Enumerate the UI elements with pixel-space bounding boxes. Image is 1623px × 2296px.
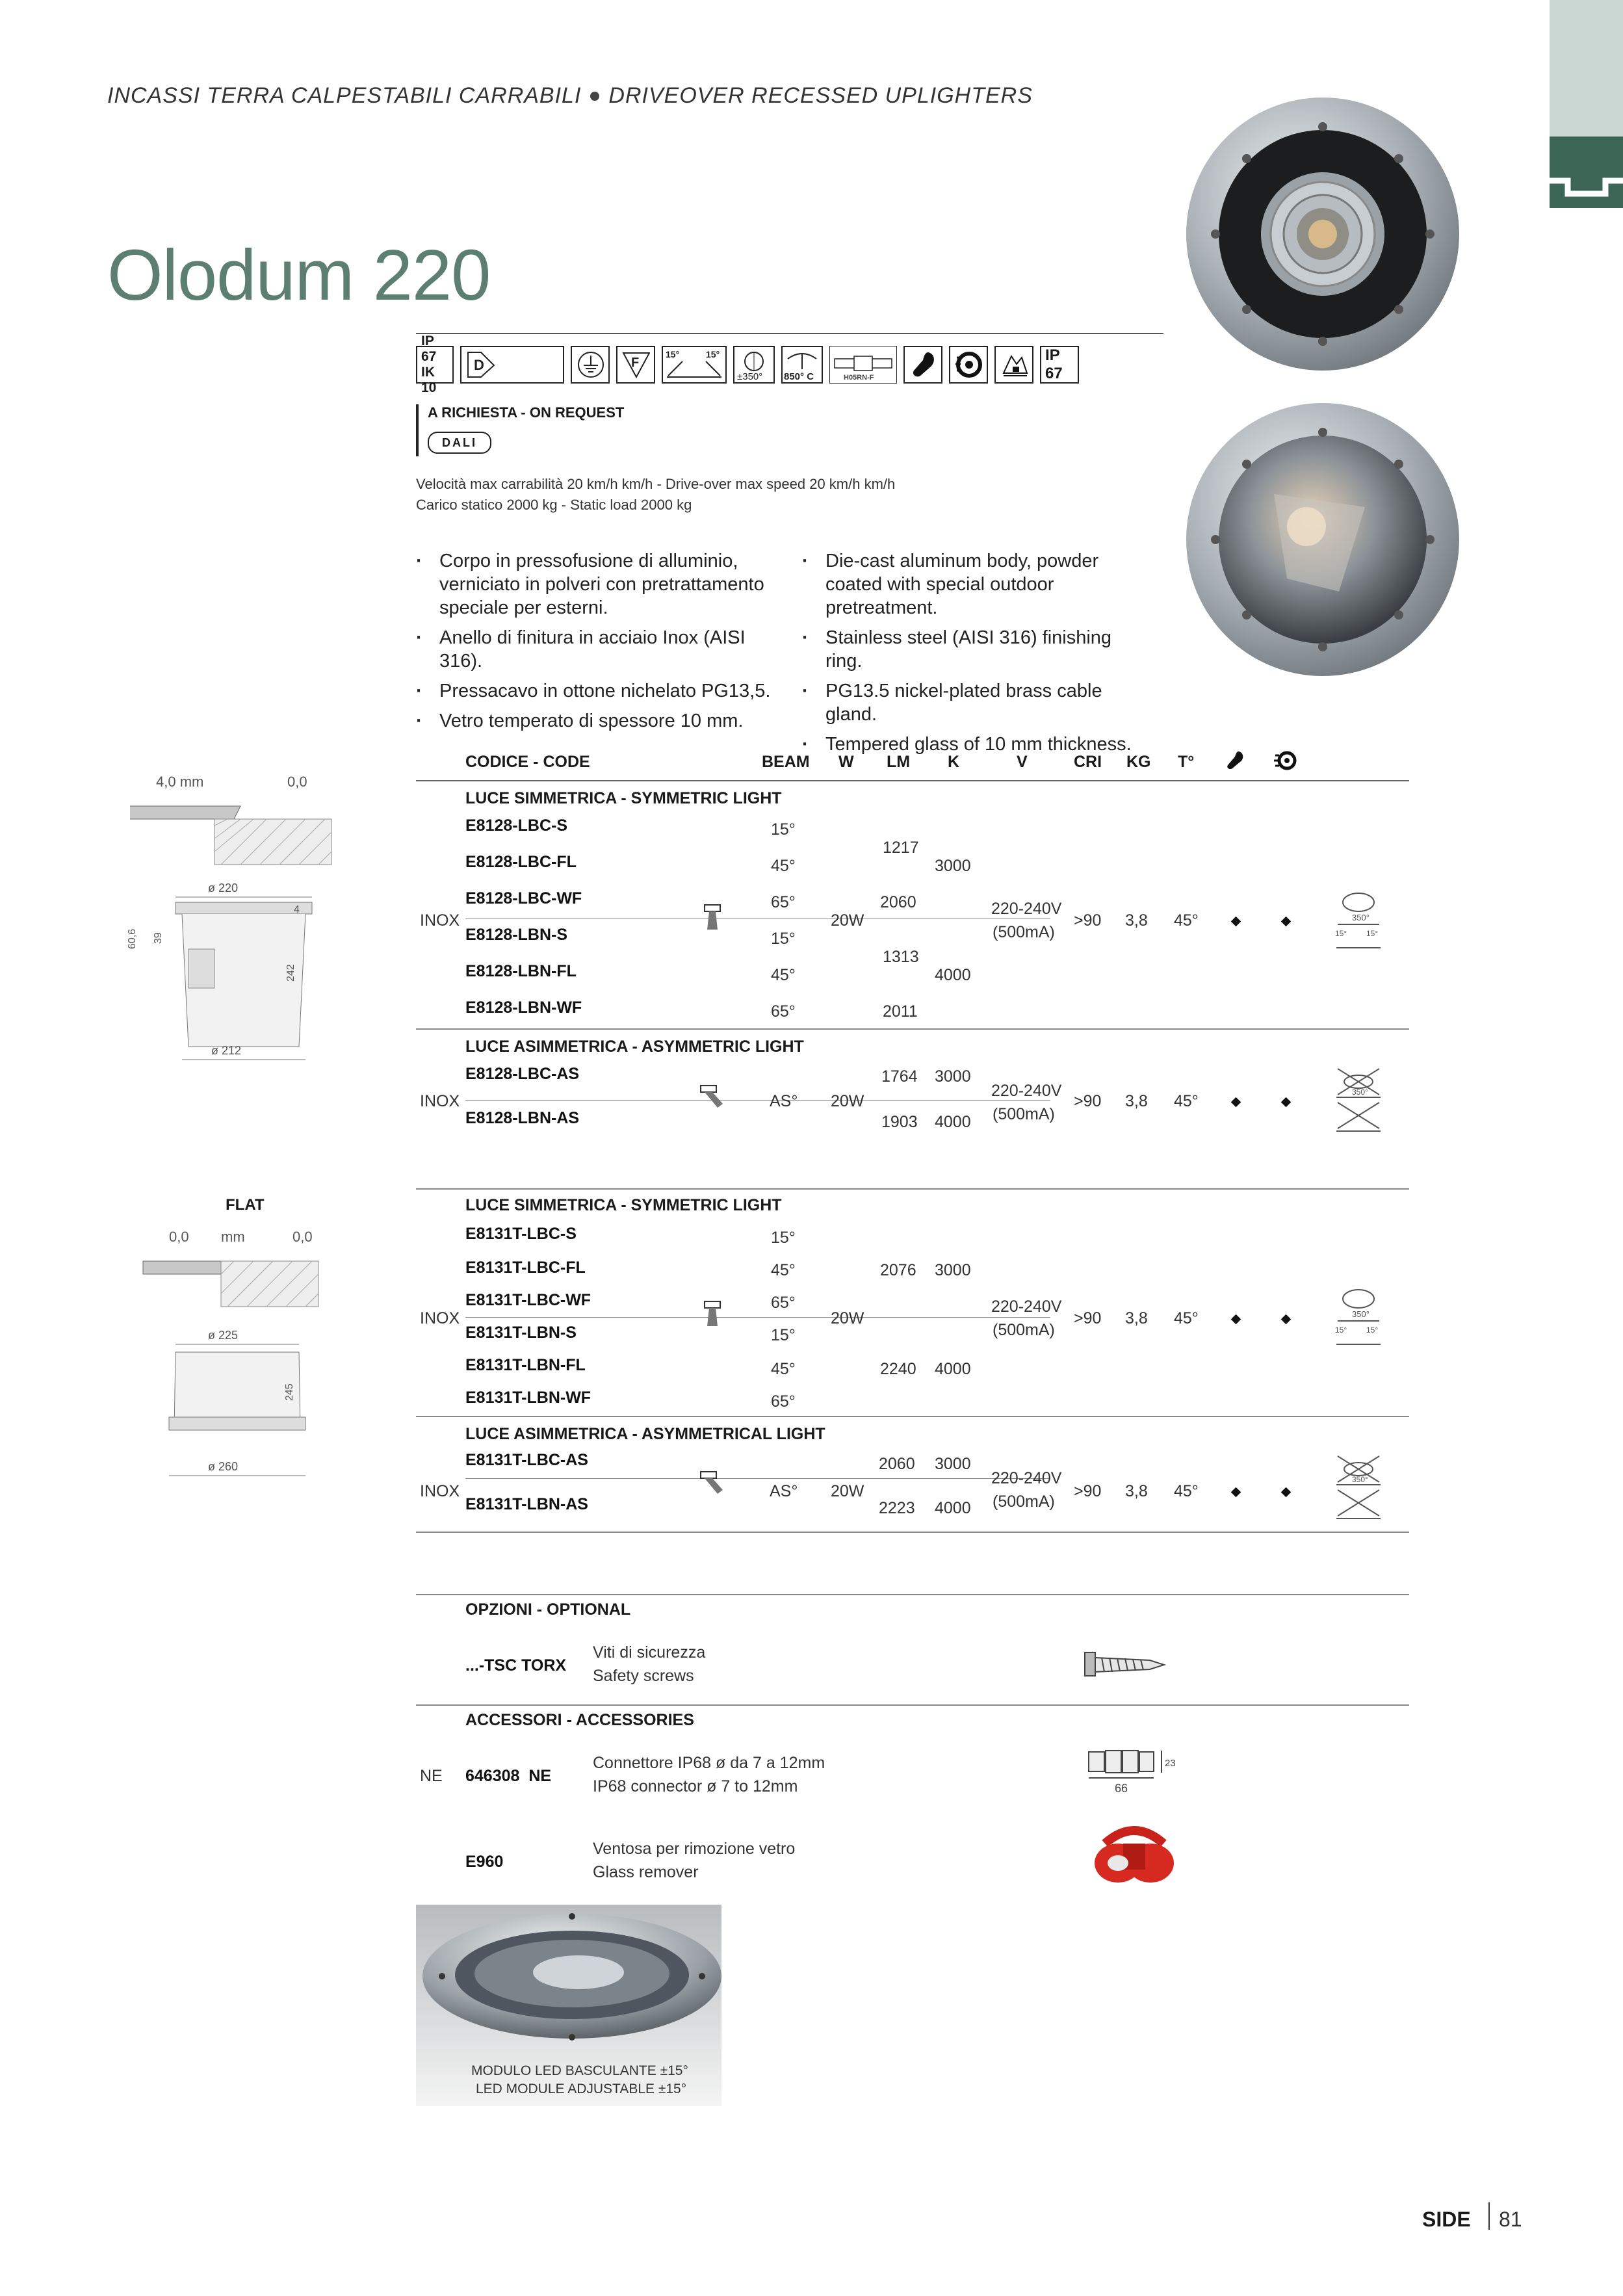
- sym-rotation-label: 350°: [1352, 913, 1370, 922]
- feature-it-item: · Vetro temperato di spessore 10 mm.: [416, 709, 780, 733]
- sidebar-color-block: [1550, 0, 1623, 137]
- optional-code: ...-TSC TORX: [465, 1656, 567, 1675]
- ip-ik-badge: [416, 333, 454, 395]
- product-code: E8128-LBN-S: [465, 926, 567, 944]
- beam-value: 65°: [771, 1002, 796, 1021]
- symmetric-adjust-icon: [1332, 1281, 1384, 1352]
- row-divider: [465, 1317, 1050, 1318]
- drawing1-diameter-top: ø 220: [208, 881, 239, 894]
- product-code: E8128-LBC-S: [465, 816, 567, 835]
- feature-it-item: · Anello di finitura in acciaio Inox (AISI 316).: [416, 626, 780, 673]
- class-f-icon: [616, 346, 655, 384]
- rotation-label: ±350°: [737, 371, 763, 382]
- module-caption-it: MODULO LED BASCULANTE ±15°: [471, 2063, 688, 2078]
- section1-asym-title: LUCE ASIMMETRICA - ASYMMETRIC LIGHT: [465, 1037, 804, 1056]
- sym-tilt-left: 15°: [1335, 1325, 1347, 1335]
- walkover-col-icon: [1225, 749, 1245, 772]
- product-code: E8128-LBN-AS: [465, 1109, 580, 1127]
- beam-value: AS°: [770, 1482, 798, 1500]
- weight-value: 3,8: [1125, 911, 1148, 930]
- symmetric-beam-icon: [703, 904, 723, 932]
- feature-en-item: · Die-cast aluminum body, powder coated with special outdoor pretreatment.: [802, 549, 1153, 620]
- on-request-bar: [416, 404, 419, 456]
- on-request-label: A RICHIESTA - ON REQUEST: [428, 404, 625, 421]
- driveover-marker: [1281, 1097, 1292, 1108]
- drawing1-diameter-bottom: ø 212: [211, 1044, 242, 1057]
- product-code: E8131T-LBC-AS: [465, 1451, 588, 1469]
- material-label: INOX: [420, 1309, 460, 1327]
- product-code: E8131T-LBC-S: [465, 1225, 577, 1243]
- temp-value: 45°: [1174, 1092, 1199, 1110]
- accessory-material: NE: [420, 1767, 443, 1785]
- page-title: Olodum 220: [107, 235, 491, 315]
- product-code: E8131T-LBN-S: [465, 1324, 577, 1342]
- col-code: CODICE - CODE: [465, 753, 590, 771]
- product-code: E8128-LBC-WF: [465, 889, 582, 907]
- wattage: 20W: [831, 1309, 864, 1327]
- suction-cup-icon: [1085, 1818, 1183, 1896]
- voltage: 220-240V: [991, 1469, 1062, 1487]
- drawing2-mm: mm: [221, 1229, 245, 1245]
- section-divider: [416, 1416, 1409, 1417]
- cable-icon: [829, 346, 897, 384]
- beam-value: 45°: [771, 1261, 796, 1279]
- material-label: INOX: [420, 1482, 460, 1500]
- kelvin-value: 3000: [935, 1261, 971, 1279]
- asymmetric-beam-icon: [699, 1470, 728, 1499]
- kelvin-value: 4000: [935, 1499, 971, 1517]
- breadcrumb-it: INCASSI TERRA CALPESTABILI CARRABILI: [107, 83, 582, 108]
- product-code: E8131T-LBC-FL: [465, 1259, 586, 1277]
- module-caption-en: LED MODULE ADJUSTABLE ±15°: [476, 2081, 687, 2096]
- beam-value: 15°: [771, 1229, 796, 1247]
- section1-sym-title: LUCE SIMMETRICA - SYMMETRIC LIGHT: [465, 789, 782, 807]
- drawing1-top-left: 4,0 mm: [156, 774, 204, 790]
- breadcrumb-en: DRIVEOVER RECESSED UPLIGHTERS: [608, 83, 1033, 108]
- tilt-left-label: 15°: [666, 349, 680, 359]
- product-code: E8128-LBC-FL: [465, 853, 577, 871]
- beam-value: 45°: [771, 1360, 796, 1378]
- accessory-desc-en: IP68 connector ø 7 to 12mm: [593, 1777, 798, 1795]
- product-code: E8128-LBN-FL: [465, 962, 577, 980]
- accessory-code-suffix: NE: [528, 1767, 552, 1785]
- material-label: INOX: [420, 1092, 460, 1110]
- product-code: E8128-LBC-AS: [465, 1065, 580, 1083]
- asymmetric-beam-icon: [699, 1084, 728, 1113]
- tilt-icon: [662, 346, 727, 384]
- dali-logo: DALI: [428, 432, 491, 454]
- screw-icon: [1082, 1649, 1167, 1681]
- feature-en-item: · Stainless steel (AISI 316) finishing ring.: [802, 626, 1153, 673]
- feature-it-item: · Corpo in pressofusione di alluminio, verniciato in polveri con pretrattamento speciale per esterni.: [416, 549, 780, 620]
- row-divider: [465, 1100, 1050, 1101]
- rotation-icon: [733, 346, 775, 384]
- temp-value: 45°: [1174, 1309, 1199, 1327]
- wattage: 20W: [831, 1092, 864, 1110]
- ik-label: IK 10: [421, 365, 437, 395]
- lumen-value: 1903: [881, 1113, 918, 1131]
- wattage: 20W: [831, 911, 864, 930]
- lumen-value: 1764: [881, 1067, 918, 1086]
- cri-value: >90: [1074, 1309, 1102, 1327]
- spec-load: Carico statico 2000 kg - Static load 2000 kg: [416, 497, 692, 513]
- drawing2-diameter-bottom: ø 260: [208, 1460, 239, 1473]
- product-photo-top: [1176, 91, 1469, 377]
- row-divider: [465, 1478, 1050, 1479]
- section-divider: [416, 1188, 1409, 1190]
- current: (500mA): [993, 1321, 1055, 1339]
- sym-rotation-label: 350°: [1352, 1309, 1370, 1319]
- col-kg: KG: [1126, 753, 1151, 771]
- lumen-value: 2240: [880, 1360, 916, 1378]
- current: (500mA): [993, 923, 1055, 941]
- tilt-right-label: 15°: [706, 349, 720, 359]
- drawing2-height: 245: [284, 1383, 295, 1401]
- optional-desc-it: Viti di sicurezza: [593, 1643, 706, 1662]
- asymmetric-adjust-icon: [1332, 1066, 1384, 1138]
- driveover-col-icon: [1274, 749, 1297, 772]
- weight-value: 3,8: [1125, 1482, 1148, 1500]
- product-code: E8128-LBN-WF: [465, 998, 582, 1017]
- lumen-value: 2076: [880, 1261, 916, 1279]
- spec-speed: Velocità max carrabilità 20 km/h km/h - Drive-over max speed 20 km/h km/h: [416, 476, 896, 492]
- sym-tilt-right: 15°: [1366, 929, 1379, 938]
- lumen-value: 2011: [883, 1002, 918, 1021]
- symmetric-beam-icon: [703, 1300, 723, 1329]
- weight-value: 3,8: [1125, 1092, 1148, 1110]
- beam-value: 65°: [771, 1294, 796, 1312]
- drawing2-top-left: 0,0: [169, 1229, 189, 1245]
- bullet-dot: [590, 92, 599, 101]
- driveover-marker: [1281, 1487, 1292, 1498]
- col-v: V: [1017, 753, 1028, 771]
- lumen-value: 2223: [879, 1499, 915, 1517]
- load-icon: [994, 346, 1033, 384]
- page-number: 81: [1499, 2208, 1522, 2231]
- beam-value: 15°: [771, 1326, 796, 1344]
- footer-brand: SIDE: [1422, 2208, 1471, 2231]
- connector-icon: [1082, 1745, 1186, 1797]
- drawing2-top-right: 0,0: [292, 1229, 313, 1245]
- kelvin-value: 4000: [935, 966, 971, 984]
- feature-en-item: · PG13.5 nickel-plated brass cable gland.: [802, 679, 1153, 726]
- table-header-rule: [416, 780, 1409, 781]
- kelvin-value: 4000: [935, 1113, 971, 1131]
- connector-length: 66: [1115, 1782, 1128, 1795]
- section2-sym-title: LUCE SIMMETRICA - SYMMETRIC LIGHT: [465, 1196, 782, 1214]
- feature-it-item: · Pressacavo in ottone nichelato PG13,5.: [416, 679, 780, 703]
- walkover-marker: [1231, 917, 1241, 927]
- col-k: K: [948, 753, 960, 771]
- asymmetric-adjust-icon: [1332, 1454, 1384, 1525]
- cable-label: H05RN-F: [844, 374, 874, 382]
- product-code: E8131T-LBC-WF: [465, 1291, 591, 1309]
- ground-icon: [571, 346, 610, 384]
- title-divider: [416, 333, 1163, 334]
- col-beam: BEAM: [762, 753, 810, 771]
- weight-value: 3,8: [1125, 1309, 1148, 1327]
- glow-wire-label: 850° C: [784, 371, 814, 382]
- ip67-badge: IP 67: [1040, 346, 1079, 384]
- voltage: 220-240V: [991, 900, 1062, 918]
- flat-label: FLAT: [226, 1196, 265, 1214]
- drawing1-height-2: 39: [153, 932, 164, 944]
- certification-icons: [416, 333, 1079, 395]
- beam-value: 65°: [771, 893, 796, 911]
- cri-value: >90: [1074, 911, 1102, 930]
- lumen-value: 2060: [880, 893, 916, 911]
- driveover-marker: [1281, 917, 1292, 927]
- drawing1-top-right: 0,0: [287, 774, 307, 790]
- product-code: E8131T-LBN-AS: [465, 1495, 588, 1513]
- drawing1-height-1: 60,6: [127, 928, 138, 949]
- led-module-photo: [416, 1905, 721, 2106]
- section2-asym-title: LUCE ASIMMETRICA - ASYMMETRICAL LIGHT: [465, 1425, 825, 1443]
- beam-value: 45°: [771, 857, 796, 875]
- temp-value: 45°: [1174, 1482, 1199, 1500]
- voltage: 220-240V: [991, 1082, 1062, 1100]
- col-w: W: [838, 753, 854, 771]
- technical-drawing-2: [130, 1222, 364, 1495]
- material-label: INOX: [420, 911, 460, 930]
- beam-value: 15°: [771, 820, 796, 839]
- class-d-label: D: [474, 357, 484, 373]
- symmetric-adjust-icon: [1332, 884, 1384, 956]
- breadcrumb: [107, 83, 1033, 109]
- driveover-icon: [949, 346, 988, 384]
- section-divider: [416, 1028, 1409, 1030]
- drawing1-height-3: 4: [294, 904, 300, 915]
- class-d-icon: [460, 346, 564, 384]
- connector-height: 23: [1165, 1758, 1176, 1769]
- features-it: [416, 549, 780, 739]
- wattage: 20W: [831, 1482, 864, 1500]
- accessory-code: E960: [465, 1853, 504, 1871]
- beam-value: 15°: [771, 930, 796, 948]
- walkover-marker: [1231, 1097, 1241, 1108]
- asym-rotation-label: 350°: [1352, 1475, 1368, 1484]
- product-code: E8131T-LBN-WF: [465, 1389, 591, 1407]
- current: (500mA): [993, 1493, 1055, 1511]
- product-code: E8131T-LBN-FL: [465, 1356, 586, 1374]
- asym-rotation-label: 350°: [1352, 1088, 1368, 1097]
- optional-title: OPZIONI - OPTIONAL: [465, 1600, 631, 1619]
- feature-en-item: · Tempered glass of 10 mm thickness.: [802, 733, 1153, 756]
- current: (500mA): [993, 1105, 1055, 1123]
- product-photo-bottom: [1176, 397, 1469, 683]
- class-f-label: F: [631, 356, 640, 370]
- accessory-desc-it: Ventosa per rimozione vetro: [593, 1840, 796, 1858]
- section-tab: [1550, 137, 1623, 208]
- features-en: [802, 549, 1153, 763]
- cri-value: >90: [1074, 1092, 1102, 1110]
- cri-value: >90: [1074, 1482, 1102, 1500]
- temp-value: 45°: [1174, 911, 1199, 930]
- sym-tilt-right: 15°: [1366, 1325, 1379, 1335]
- technical-drawing-1: [117, 754, 377, 1086]
- accessories-title: ACCESSORI - ACCESSORIES: [465, 1711, 694, 1729]
- beam-value: AS°: [770, 1092, 798, 1110]
- col-temp: T°: [1178, 753, 1195, 771]
- col-cri: CRI: [1074, 753, 1102, 771]
- accessories-top-rule: [416, 1704, 1409, 1706]
- optional-desc-en: Safety screws: [593, 1667, 694, 1685]
- accessory-desc-it: Connettore IP68 ø da 7 a 12mm: [593, 1754, 825, 1772]
- kelvin-value: 3000: [935, 1067, 971, 1086]
- drawing2-diameter-top: ø 225: [208, 1329, 239, 1342]
- driveover-marker: [1281, 1314, 1292, 1325]
- accessory-desc-en: Glass remover: [593, 1863, 699, 1881]
- walkover-marker: [1231, 1487, 1241, 1498]
- kelvin-value: 4000: [935, 1360, 971, 1378]
- lumen-value: 1217: [883, 839, 919, 857]
- col-lm: LM: [887, 753, 911, 771]
- section-divider: [416, 1532, 1409, 1533]
- lumen-value: 2060: [879, 1455, 915, 1473]
- beam-value: 45°: [771, 966, 796, 984]
- glow-wire-icon: [781, 346, 823, 384]
- ip-label: IP 67: [421, 333, 437, 364]
- footer-divider: [1488, 2202, 1490, 2230]
- recessed-light-icon: [1550, 137, 1623, 208]
- kelvin-value: 3000: [935, 857, 971, 875]
- sym-tilt-left: 15°: [1335, 929, 1347, 938]
- beam-value: 65°: [771, 1392, 796, 1411]
- walkover-marker: [1231, 1314, 1241, 1325]
- accessory-code-number: 646308: [465, 1767, 520, 1785]
- lumen-value: 1313: [883, 948, 919, 966]
- accessory-code: [465, 1767, 551, 1786]
- kelvin-value: 3000: [935, 1455, 971, 1473]
- drawing1-height-4: 242: [285, 964, 296, 982]
- optional-top-rule: [416, 1594, 1409, 1595]
- walkover-icon: [903, 346, 942, 384]
- voltage: 220-240V: [991, 1298, 1062, 1316]
